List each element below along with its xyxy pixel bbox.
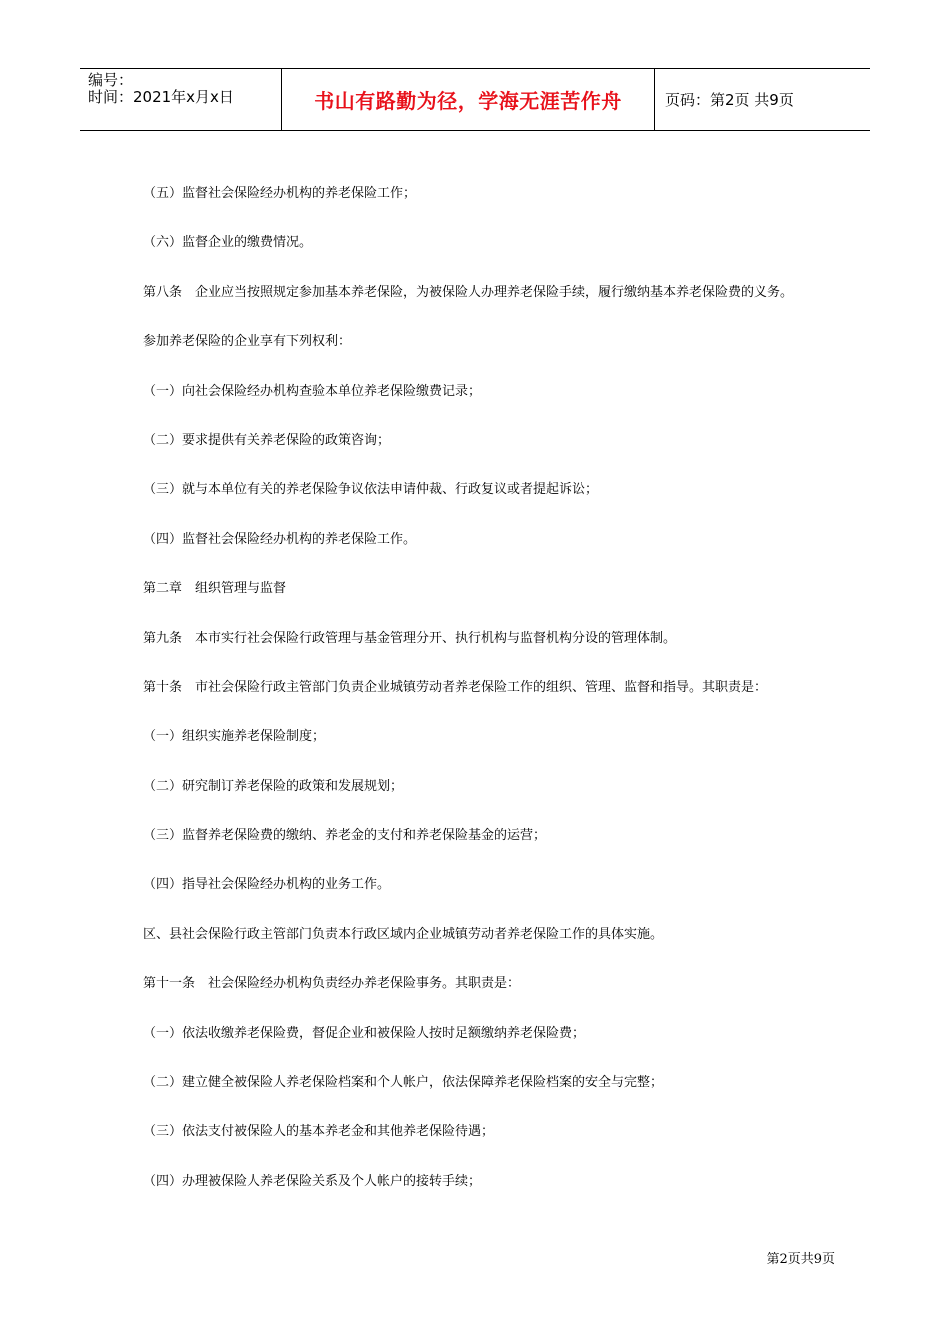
paragraph: （三）监督养老保险费的缴纳、养老金的支付和养老保险基金的运营； bbox=[143, 828, 547, 844]
chapter-heading: 第二章 组织管理与监督 bbox=[143, 581, 287, 597]
paragraph: 第十一条 社会保险经办机构负责经办养老保险事务。其职责是： bbox=[143, 976, 521, 992]
motto-text: 书山有路勤为径，学海无涯苦作舟 bbox=[314, 89, 622, 113]
paragraph: （三）依法支付被保险人的基本养老金和其他养老保险待遇； bbox=[143, 1124, 495, 1140]
paragraph: （五）监督社会保险经办机构的养老保险工作； bbox=[143, 186, 417, 201]
paragraph: 第八条 企业应当按照规定参加基本养老保险，为被保险人办理养老保险手续，履行缴纳基本养老保险费的义务。 bbox=[143, 284, 794, 300]
paragraph: （二）建立健全被保险人养老保险档案和个人帐户，依法保障养老保险档案的安全与完整； bbox=[143, 1075, 664, 1091]
document-time-label: 时间：2021年x月x日 bbox=[88, 88, 234, 106]
paragraph: （六）监督企业的缴费情况。 bbox=[143, 235, 313, 251]
paragraph: 第十条 市社会保险行政主管部门负责企业城镇劳动者养老保险工作的组织、管理、监督和指导。其职责是： bbox=[143, 679, 768, 695]
header-meta-cell bbox=[80, 69, 282, 130]
header-page-cell bbox=[655, 69, 870, 130]
paragraph: （三）就与本单位有关的养老保险争议依法申请仲裁、行政复议或者提起诉讼； bbox=[143, 482, 599, 498]
paragraph: 区、县社会保险行政主管部门负责本行政区域内企业城镇劳动者养老保险工作的具体实施。 bbox=[143, 926, 664, 942]
paragraph: （四）监督社会保险经办机构的养老保险工作。 bbox=[143, 531, 417, 547]
paragraph: 第九条 本市实行社会保险行政管理与基金管理分开、执行机构与监督机构分设的管理体制。 bbox=[143, 630, 677, 646]
header-motto-cell bbox=[282, 69, 655, 130]
document-body bbox=[143, 180, 863, 1217]
paragraph: （二）要求提供有关养老保险的政策咨询； bbox=[143, 432, 391, 448]
document-code-label: 编号： bbox=[88, 71, 134, 89]
paragraph: （四）办理被保险人养老保险关系及个人帐户的接转手续； bbox=[143, 1173, 482, 1189]
page-header bbox=[80, 68, 870, 131]
page-footer: 第2页共9页 bbox=[766, 1252, 835, 1267]
paragraph: （一）向社会保险经办机构查验本单位养老保险缴费记录； bbox=[143, 383, 482, 399]
paragraph: （四）指导社会保险经办机构的业务工作。 bbox=[143, 877, 391, 893]
paragraph: （二）研究制订养老保险的政策和发展规划； bbox=[143, 778, 404, 794]
paragraph: （一）组织实施养老保险制度； bbox=[143, 729, 326, 745]
header-page-info: 页码：第2页 共9页 bbox=[665, 91, 794, 109]
paragraph: （一）依法收缴养老保险费，督促企业和被保险人按时足额缴纳养老保险费； bbox=[143, 1025, 586, 1041]
paragraph: 参加养老保险的企业享有下列权利： bbox=[143, 334, 352, 350]
